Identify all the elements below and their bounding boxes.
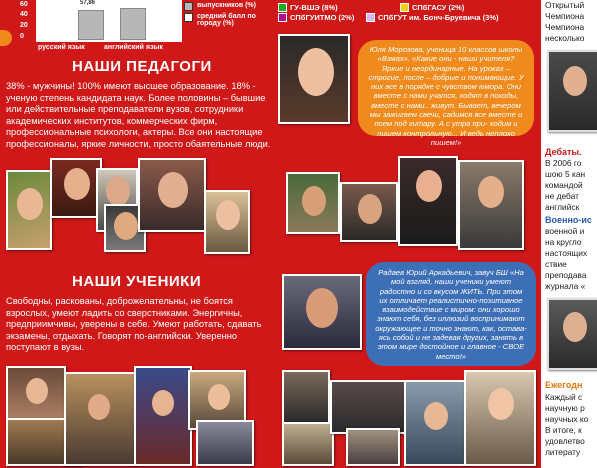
student-photo: [134, 366, 192, 466]
rc-line: Каждый с: [545, 392, 583, 402]
face-shape: [88, 394, 110, 420]
legend-label: средний балл по городу (%): [197, 13, 256, 27]
rc-line: литерату: [545, 447, 581, 457]
university-swatch: [400, 3, 409, 12]
face-shape: [152, 390, 174, 416]
teacher-photo: [286, 172, 340, 234]
face-shape: [416, 170, 442, 202]
legend-label: выпускников (%): [197, 2, 256, 9]
bar-russian: [78, 10, 104, 40]
university-label: СПбГУТ им. Бонч-Бруевича (3%): [378, 13, 499, 22]
teachers-heading: НАШИ ПЕДАГОГИ: [72, 58, 212, 75]
teacher-photo: [6, 170, 52, 250]
legend-swatch: [184, 2, 193, 11]
right-photo: [547, 50, 597, 132]
rc-line: на кругло: [545, 237, 582, 247]
rc-line: В 2006 го: [545, 158, 582, 168]
face-shape: [64, 168, 90, 200]
face-shape: [114, 212, 138, 240]
student-quote-bubble: [358, 40, 534, 147]
student-photo: [464, 370, 536, 466]
teacher-photo: [340, 182, 398, 242]
rc-line: шою 5 кан: [545, 169, 586, 179]
rc-line: настоящих: [545, 248, 588, 258]
student-photo: [282, 422, 334, 466]
face-shape: [298, 48, 334, 96]
rc-line: удовлетво: [545, 436, 585, 446]
chart-plot-area: [36, 0, 182, 42]
exam-results-chart: [0, 0, 270, 58]
face-shape: [106, 176, 130, 206]
student-photo: [196, 420, 254, 466]
student-photo: [404, 380, 466, 466]
university-item: [278, 13, 354, 22]
rc-line: английск: [545, 202, 580, 212]
face-shape: [216, 200, 240, 230]
rc-line: журнала «: [545, 281, 586, 291]
chart-legend: [184, 0, 272, 27]
x-category-label: английский язык: [104, 44, 163, 51]
teacher-photo: [458, 160, 524, 250]
students-paragraph: Свободны, раскованы, доброжелательны, не боятся взрослых, умеют ладить со сверстниками. Энергичны, предприимчивы, уверены в себе. Умеют работать, сдавать экзамены, отдыхать. Говорят по-английски. Уверенно поступают в вузы.: [6, 296, 262, 353]
university-swatch: [278, 3, 287, 12]
teacher-photo: [50, 158, 102, 218]
face-shape: [302, 186, 326, 216]
bar-data-label: 57,86: [80, 0, 96, 6]
students-heading: НАШИ УЧЕНИКИ: [72, 273, 202, 290]
y-tick-label: 60: [20, 1, 28, 8]
y-tick-label: 40: [20, 11, 28, 18]
university-swatch: [366, 13, 375, 22]
military-heading: Военно-ис: [545, 215, 592, 225]
bar-english: [120, 8, 146, 40]
rc-line: командой: [545, 180, 583, 190]
x-category-label: русский язык: [38, 44, 85, 51]
face-shape: [424, 402, 448, 430]
legend-item: [184, 2, 272, 11]
student-photo: [282, 370, 330, 424]
teacher-portrait-photo: [282, 274, 362, 350]
student-quote-text: Юля Морозова, ученица 10 классов школы «Взмах». «Какие они - наши учителя? Яркие и неординарные. На уроках – строгие, после – добрые и понимающие. У них все в порядке с чувством юмора. Они вместе с нами учатся, ходят в походы, вместе с нами.. живут. Бывает, вечером мы зажигаем свечи, садимся все вместе и поем под гитару. А с утра при- ходим и пишем контрольную... И ведь неплохо пишем!»: [368, 45, 524, 147]
student-portrait-photo: [278, 34, 350, 124]
face-shape: [563, 66, 587, 96]
face-shape: [563, 312, 587, 342]
face-shape: [358, 194, 382, 224]
legend-item: [184, 13, 272, 27]
face-shape: [208, 384, 230, 410]
y-tick-label: 20: [20, 22, 28, 29]
right-photo: [547, 298, 597, 370]
rc-line: Чемпиона: [545, 11, 585, 21]
rc-line: научную р: [545, 403, 585, 413]
face-shape: [158, 172, 188, 208]
face-shape: [17, 188, 43, 220]
yearly-heading: Ежегодн: [545, 380, 583, 390]
university-swatch: [278, 13, 287, 22]
teacher-quote-bubble: [366, 262, 536, 366]
university-label: ГУ-ВШЭ (8%): [290, 3, 338, 12]
university-label: СПбГУИТМО (2%): [290, 13, 355, 22]
right-column: [541, 0, 597, 468]
teachers-paragraph: 38% - мужчины! 100% имеют высшее образование. 18% - ученую степень кандидата наук. Более половины – бывшие или действительные преподаватели вузов, сотрудники академических институтов, коммерческих фирм, профессиональные психологи, актеры. Все они настоящие профессионалы, яркие личности, просто обаятельные люди.: [6, 81, 271, 149]
rc-line: Чемпиона: [545, 22, 585, 32]
face-shape: [26, 378, 48, 404]
university-item: [400, 3, 464, 12]
student-photo: [330, 380, 406, 434]
teacher-photo: [398, 156, 458, 246]
student-photo: [64, 372, 136, 466]
rc-line: военной и: [545, 226, 585, 236]
teacher-photo: [138, 158, 206, 232]
university-label: СПбГАСУ (2%): [412, 3, 465, 12]
student-photo: [346, 428, 400, 466]
rc-line: Открытый: [545, 0, 585, 10]
rc-line: научных ко: [545, 414, 589, 424]
face-shape: [306, 288, 338, 328]
y-tick-label: 0: [20, 33, 24, 40]
rc-line: В итоге, к: [545, 425, 582, 435]
debates-heading: Дебаты.: [545, 147, 582, 157]
rc-line: несколько: [545, 33, 585, 43]
legend-swatch: [184, 13, 193, 22]
university-item: [278, 3, 338, 12]
teacher-quote-text: Радаев Юрий Аркадьевич, завуч БШ «На мой взгляд, наши ученики умеют радостно и со вкусом ЖИТЬ. При этом их отличает реалистично-позитивное взаимодействие с миром: они хорошо знают себя, без иллюзий воспринимают окружающее и точно знают, как, остава- ясь собой и не задевая других, занять в этом мире достойное и главное - СВОЕ место!»: [375, 268, 527, 361]
teacher-photo: [204, 190, 250, 254]
face-shape: [478, 176, 504, 208]
rc-line: преподава: [545, 270, 587, 280]
rc-line: ствие: [545, 259, 567, 269]
face-shape: [488, 388, 514, 420]
university-item: [366, 13, 498, 22]
rc-line: не дебат: [545, 191, 579, 201]
